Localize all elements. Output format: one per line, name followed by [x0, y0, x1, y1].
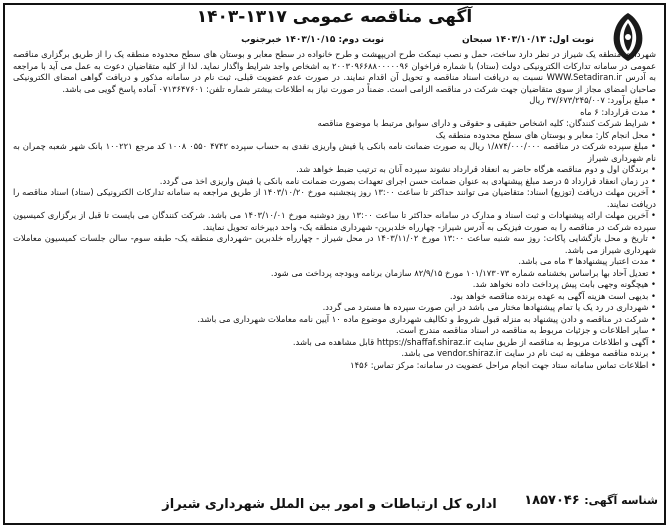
notice-id-label: شناسه آگهی:	[584, 494, 658, 507]
list-item: • شرکت در مناقصه و دادن پیشنهاد به منزله قبول شروط و تکالیف شهرداری موضوع ماده ۱۰ آیین نامه معاملات شهرداری می باشد.	[13, 314, 656, 326]
publish-date-first: نوبت اول: ۱۴۰۳/۱۰/۱۳ سبحان	[461, 35, 594, 45]
list-item: • آخرین مهلت ارائه پیشنهادات و ثبت اسناد و مدارک در سامانه حداکثر تا ساعت ۱۳:۰۰ روز دوشنبه مورخ ۱۴۰۳/۱۰/۰۱ می باشد. شرکت کنندگان می بایست تا قبل از برگزاری کمیسیون سپرده شرکت در مناقصه را به صورت فیزیکی به آدرس شیراز- چهارراه خلدبرین- شهرداری منطقه یک- واحد دبیرخانه تحویل نمایند.	[13, 210, 656, 233]
notice-footer	[11, 479, 658, 519]
list-item: • بدیهی است هزینه آگهی به عهده برنده مناقصه خواهد بود.	[13, 291, 656, 303]
organization-name: اداره کل ارتباطات و امور بین الملل شهرداری شیراز	[162, 497, 497, 512]
notice-body	[13, 49, 656, 473]
list-item: • مدت قرارداد: ۶ ماه	[13, 107, 656, 119]
publish-date-second: نوبت دوم: ۱۴۰۳/۱۰/۱۵ خبرجنوب	[241, 35, 384, 45]
list-item: • آگهی و اطلاعات مربوط به مناقصه از طریق سایت https://shaffaf.shiraz.ir قابل مشاهده می باشد.	[13, 337, 656, 349]
list-item: • تعدیل آحاد بها براساس بخشنامه شماره ۱۰۱/۱۷۳۰۷۳ مورخ ۸۲/۹/۱۵ سازمان برنامه وبودجه پرداخت می شود.	[13, 268, 656, 280]
list-item: • اطلاعات تماس سامانه ستاد جهت انجام مراحل عضویت در سامانه: مرکز تماس: ۱۴۵۶	[13, 360, 656, 372]
list-item: • در زمان انعقاد قرارداد ۵ درصد مبلغ پیشنهادی به عنوان ضمانت حسن اجرای تعهدات بصورت ضمانت نامه بانکی یا فیش واریزی اخذ می گردد.	[13, 176, 656, 188]
publish-dates	[13, 35, 594, 49]
list-item: • مدت اعتبار پیشنهادها ۳ ماه می باشد.	[13, 256, 656, 268]
notice-id	[524, 493, 658, 508]
list-item: • هیچگونه وجهی بابت پیش پرداخت داده نخواهد شد.	[13, 279, 656, 291]
list-item: • شرایط شرکت کنندگان: کلیه اشخاص حقیقی و حقوقی و دارای سوابق مرتبط با موضوع مناقصه	[13, 118, 656, 130]
notice-id-value: ۱۸۵۷۰۴۶	[524, 493, 580, 508]
notice-title: آگهی مناقصه عمومی ۱۳۱۷-۱۴۰۳	[196, 7, 473, 27]
list-item: • سایر اطلاعات و جزئیات مربوط به مناقصه در اسناد مناقصه مندرج است.	[13, 325, 656, 337]
tender-notice-page	[3, 3, 666, 525]
list-item: • برندگان اول و دوم مناقصه هرگاه حاضر به انعقاد قرارداد نشوند سپرده آنان به ترتیب ضبط خواهد شد.	[13, 164, 656, 176]
list-item: • محل انجام کار: معابر و بوستان های سطح محدوده منطقه یک	[13, 130, 656, 142]
list-item: • مبلغ برآورد: ۳۷/۶۷۳/۲۴۵/۰۰۷ ریال	[13, 95, 656, 107]
list-item: • شهرداری در رد یک یا تمام پیشنهادها مختار می باشد در این صورت سپرده ها مسترد می گردد.	[13, 302, 656, 314]
list-item: • تاریخ و محل بازگشایی پاکات: روز سه شنبه ساعت ۱۳:۰۰ مورخ ۱۴۰۳/۱۱/۰۲ در محل شیراز - چهارراه خلدبرین -شهرداری منطقه یک- طبقه سوم- سالن جلسات کمیسیون معاملات شهرداری شیراز می باشد.	[13, 233, 656, 256]
list-item: • برنده مناقصه موظف به ثبت نام در سایت vendor.shiraz.ir می باشد.	[13, 348, 656, 360]
intro-paragraph: شهرداری منطقه یک شیراز در نظر دارد ساخت، حمل و نصب نیمکت طرح ادریپهشت و طرح خانواده در سطح معابر و بوستان های سطح محدوده منطقه یک را از طریق برگزاری مناقصه عمومی در سامانه تدارکات الکترونیکی دولت (ستاد) با شماره فراخوان ۲۰۰۳۰۹۶۶۸۸۰۰۰۰۰۹۶ به اشخاص واجد شرایط واگذار نماید. لذا از کلیه متقاضیان دعوت به عمل می آید با مراجعه به آدرس WWW.Setadiran.ir نسبت به دریافت اسناد مناقصه و تحویل آن اقدام نمایند. در صورت عدم عضویت قبلی، ثبت نام در سامانه مذکور و دریافت گواهی امضای الکترونیکی صاحبان امضای مجاز از سوی متقاضیان جهت شرکت در مناقصه الزامی است. ضمناً در صورت نیاز به اطلاعات بیشتر شماره تلفن: ۰۷۱۳۶۴۷۶۰۱ آماده پاسخ گویی می باشد.	[13, 49, 656, 94]
list-item: • مبلغ سپرده شرکت در مناقصه ۱/۸۷۴/۰۰۰/۰۰۰ ریال به صورت ضمانت نامه بانکی یا فیش واریزی نقدی به حساب سپرده ۴۷۴۲ ۰۵۵۰ ۱۰۰۸ کد مرجع ۱۰۰۲۲۱ بانک شهر شعبه چمران به نام شهرداری شیراز	[13, 141, 656, 164]
list-item: • آخرین مهلت دریافت (توزیع) اسناد: متقاضیان می توانند حداکثر تا ساعت ۱۳:۰۰ روز پنجشنبه مورخ ۱۴۰۳/۱۰/۲۰ از طریق مراجعه به سامانه تدارکات الکترونیکی (ستاد) اسناد مناقصه را دریافت نمایند.	[13, 187, 656, 210]
